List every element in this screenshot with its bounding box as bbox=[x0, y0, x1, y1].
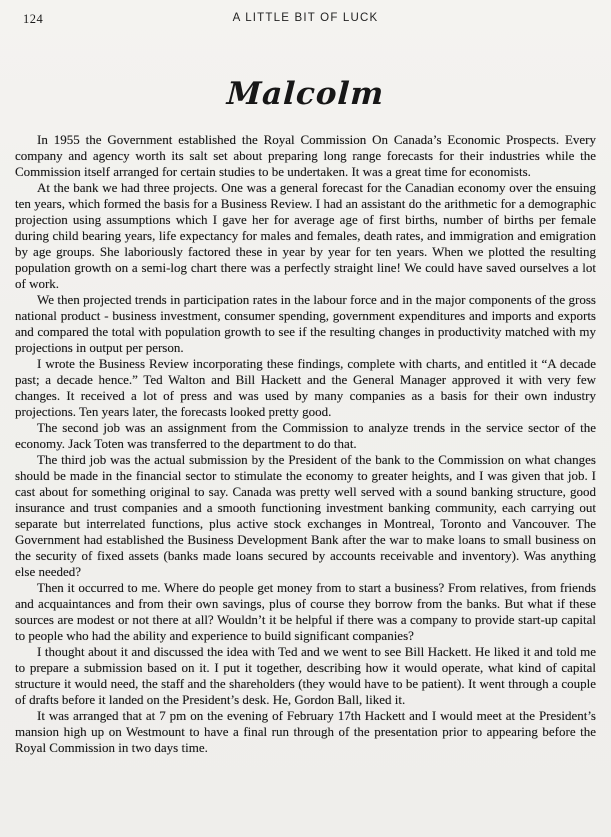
paragraph-8: I thought about it and discussed the idea with Ted and we went to see Bill Hackett. He liked it and told me to prepare a submission based on it. I put it together, describing how it would operate, what kind of capital structure it would need, the staff and the shareholders (they would have to be patient). It went through a couple of drafts before it landed on the President’s desk. He, Gordon Ball, liked it. bbox=[15, 644, 596, 707]
chapter-title: Malcolm bbox=[225, 76, 386, 112]
paragraph-3: We then projected trends in participation rates in the labour force and in the major components of the gross national product - business investment, consumer spending, government expenditures and imports and exports and compared the total with population growth to see if the resulting changes in productivity matched with my projections in output per person. bbox=[15, 292, 596, 355]
paragraph-4: I wrote the Business Review incorporating these findings, complete with charts, and entitled it “A decade past; a decade hence.” Ted Walton and Bill Hackett and the General Manager approved it with very few changes. It received a lot of press and was used by many companies as a basis for their own industry projections. Ten years later, the forecasts looked pretty good. bbox=[15, 356, 596, 419]
paragraph-7: Then it occurred to me. Where do people get money from to start a business? From relatives, from friends and acquaintances and from their own savings, plus of course they borrow from the banks. But what if these sources are modest or not there at all? Wouldn’t it be helpful if there was a company to provide start-up capital to people who had the ability and experience to build significant companies? bbox=[15, 580, 596, 643]
paragraph-2: At the bank we had three projects. One was a general forecast for the Canadian economy over the ensuing ten years, which formed the basis for a Business Review. I had an assistant do the arithmetic for a demographic projection using assumptions which I gave her for average age of first births, number of births per female during child bearing years, life expectancy for males and females, death rates, and immigration and emigration by age groups. She laboriously factored these in year by year for ten years. When we plotted the resulting population growth on a semi-log chart there was a perfectly straight line! We could have saved ourselves a lot of work. bbox=[15, 180, 596, 291]
paragraph-6: The third job was the actual submission by the President of the bank to the Commission on what changes should be made in the financial sector to stimulate the economy to greater heights, and I was given that job. I cast about for something original to say. Canada was pretty well served with a sound banking structure, good insurance and trust companies and a smooth functioning investment banking community, each carrying out separate but interrelated functions, plus active stock exchanges in Montreal, Toronto and Vancouver. The Government had established the Business Development Bank after the war to make loans to small business on the security of fixed assets (banks made loans secured by accounts receivable and inventory). Was anything else needed? bbox=[15, 452, 596, 579]
paragraph-9: It was arranged that at 7 pm on the evening of February 17th Hackett and I would meet at the President’s mansion high up on Westmount to have a final run through of the presentation prior to appearing before the Royal Commission in two days time. bbox=[15, 708, 596, 755]
page-number: 124 bbox=[23, 12, 44, 26]
running-head-title: A LITTLE BIT OF LUCK bbox=[232, 12, 379, 24]
running-header bbox=[15, 10, 596, 30]
paragraph-5: The second job was an assignment from the Commission to analyze trends in the service sector of the economy. Jack Toten was transferred to the department to do that. bbox=[15, 420, 596, 451]
body-text bbox=[15, 132, 596, 756]
paragraph-1: In 1955 the Government established the Royal Commission On Canada’s Economic Prospects. Every company and agency worth its salt set about preparing long range forecasts for their industries while the Commission itself arranged for certain studies to be undertaken. It was a great time for economists. bbox=[15, 132, 596, 179]
